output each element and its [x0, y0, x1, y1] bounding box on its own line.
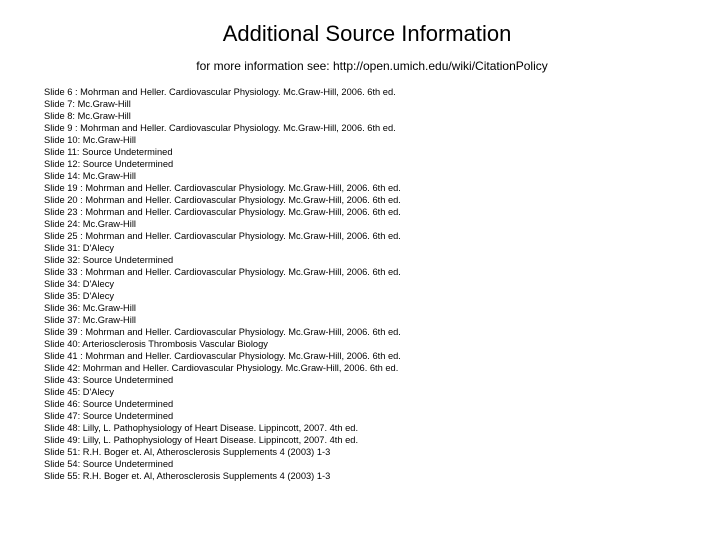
source-credit-line: Slide 41 : Mohrman and Heller. Cardiovascular Physiology. Mc.Graw-Hill, 2006. 6th ed.: [44, 351, 401, 361]
source-credit-line: Slide 23 : Mohrman and Heller. Cardiovascular Physiology. Mc.Graw-Hill, 2006. 6th ed.: [44, 207, 401, 217]
source-credit-line: Slide 39 : Mohrman and Heller. Cardiovascular Physiology. Mc.Graw-Hill, 2006. 6th ed.: [44, 327, 401, 337]
source-credit-line: Slide 25 : Mohrman and Heller. Cardiovascular Physiology. Mc.Graw-Hill, 2006. 6th ed.: [44, 231, 401, 241]
source-credit-line: Slide 40: Arteriosclerosis Thrombosis Vascular Biology: [44, 339, 268, 349]
source-credit-line: Slide 31: D'Alecy: [44, 243, 114, 253]
source-credit-line: Slide 20 : Mohrman and Heller. Cardiovascular Physiology. Mc.Graw-Hill, 2006. 6th ed.: [44, 195, 401, 205]
slide-title: Additional Source Information: [222, 21, 512, 46]
source-credit-list: [44, 86, 704, 482]
source-credit-line: Slide 51: R.H. Boger et. Al, Atherosclerosis Supplements 4 (2003) 1-3: [44, 447, 331, 457]
source-credit-line: Slide 11: Source Undetermined: [44, 147, 173, 157]
source-credit-line: Slide 34: D'Alecy: [44, 279, 114, 289]
source-credit-line: Slide 47: Source Undetermined: [44, 411, 174, 421]
source-credit-line: Slide 42: Mohrman and Heller. Cardiovascular Physiology. Mc.Graw-Hill, 2006. 6th ed.: [44, 363, 399, 373]
source-credit-line: Slide 36: Mc.Graw-Hill: [44, 303, 136, 313]
source-credit-line: Slide 24: Mc.Graw-Hill: [44, 219, 136, 229]
source-credit-line: Slide 10: Mc.Graw-Hill: [44, 135, 136, 145]
source-credit-line: Slide 6 : Mohrman and Heller. Cardiovascular Physiology. Mc.Graw-Hill, 2006. 6th ed.: [44, 87, 396, 97]
source-credit-line: Slide 7: Mc.Graw-Hill: [44, 99, 131, 109]
source-credit-line: Slide 55: R.H. Boger et. Al, Atherosclerosis Supplements 4 (2003) 1-3: [44, 471, 331, 481]
source-credit-line: Slide 19 : Mohrman and Heller. Cardiovascular Physiology. Mc.Graw-Hill, 2006. 6th ed.: [44, 183, 401, 193]
source-credit-line: Slide 14: Mc.Graw-Hill: [44, 171, 136, 181]
source-credit-line: Slide 48: Lilly, L. Pathophysiology of Heart Disease. Lippincott, 2007. 4th ed.: [44, 423, 359, 433]
source-credit-line: Slide 12: Source Undetermined: [44, 159, 174, 169]
source-credit-line: Slide 37: Mc.Graw-Hill: [44, 315, 136, 325]
source-credit-line: Slide 43: Source Undetermined: [44, 375, 174, 385]
source-credit-line: Slide 46: Source Undetermined: [44, 399, 174, 409]
source-credit-line: Slide 49: Lilly, L. Pathophysiology of Heart Disease. Lippincott, 2007. 4th ed.: [44, 435, 359, 445]
source-credit-line: Slide 35: D'Alecy: [44, 291, 114, 301]
source-credit-line: Slide 54: Source Undetermined: [44, 459, 174, 469]
source-credit-line: Slide 9 : Mohrman and Heller. Cardiovascular Physiology. Mc.Graw-Hill, 2006. 6th ed.: [44, 123, 396, 133]
citation-policy-note: for more information see: http://open.umich.edu/wiki/CitationPolicy: [196, 59, 548, 73]
source-credit-line: Slide 32: Source Undetermined: [44, 255, 174, 265]
source-credit-line: Slide 8: Mc.Graw-Hill: [44, 111, 131, 121]
source-credit-line: Slide 45: D'Alecy: [44, 387, 114, 397]
source-credit-line: Slide 33 : Mohrman and Heller. Cardiovascular Physiology. Mc.Graw-Hill, 2006. 6th ed.: [44, 267, 401, 277]
